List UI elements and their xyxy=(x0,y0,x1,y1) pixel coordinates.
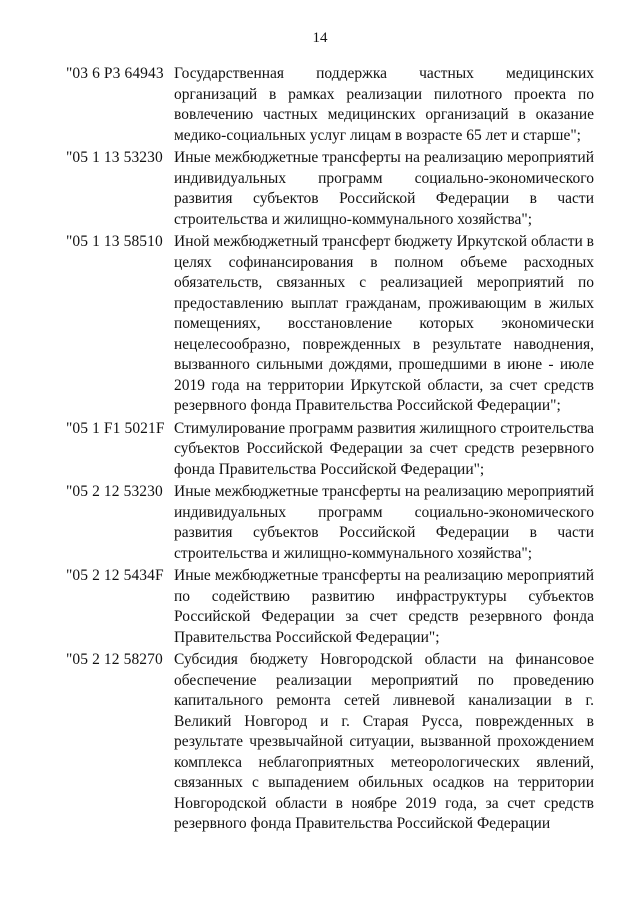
budget-code-description: Субсидия бюджету Новгородской области на финансовое обеспечение реализации мероприятий по проведению капитального ремонта сетей ливневой канализации в г. Великий Новгород и г. Старая Русса, поврежденных в результате чрезвычайной ситуации, вызванной прохождением комплекса неблагоприятных метеорологических явлений, связанных с выпадением обильных осадков на территории Новгородской области в ноябре 2019 года, за счет средств резервного фонда Правительства Российской Федерации xyxy=(174,651,594,832)
budget-code: "05 2 12 5434F xyxy=(66,567,164,584)
list-item xyxy=(66,148,594,230)
budget-code: "05 1 F1 5021F xyxy=(66,419,165,437)
list-item xyxy=(66,650,594,835)
list-item xyxy=(66,419,594,481)
budget-code-list xyxy=(66,64,594,837)
budget-code: "05 1 13 53230 xyxy=(66,149,163,166)
budget-code: "05 2 12 58270 xyxy=(66,651,163,668)
budget-code-description: Иные межбюджетные трансферты на реализацию мероприятий индивидуальных программ социально-экономического развития субъектов Российской Федерации в части строительства и жилищно-коммунального хозяйства"; xyxy=(174,483,594,562)
budget-code-description: Стимулирование программ развития жилищного строительства субъектов Российской Федерации за счет средств резервного фонда Правительства Российской Федерации"; xyxy=(174,419,595,478)
budget-code-description: Иные межбюджетные трансферты на реализацию мероприятий по содействию развитию инфраструктуры субъектов Российской Федерации за счет средств резервного фонда Правительства Российской Федерации"; xyxy=(174,567,594,646)
budget-code-description: Иные межбюджетные трансферты на реализацию мероприятий индивидуальных программ социально-экономического развития субъектов Российской Федерации в части строительства и жилищно-коммунального хозяйства"; xyxy=(174,149,594,228)
budget-code: "05 1 13 58510 xyxy=(66,233,163,250)
page-number: 14 xyxy=(312,30,328,46)
budget-code-description: Иной межбюджетный трансферт бюджету Иркутской области в целях софинансирования в полном объеме расходных обязательств, связанных с реализацией мероприятий по предоставлению выплат гражданам, проживающим в жилых помещениях, восстановление которых экономически нецелесообразно, поврежденных в результате наводнения, вызванного сильными дождями, прошедшими в июне - июле 2019 года на территории Иркутской области, за счет средств резервного фонда Правительства Российской Федерации"; xyxy=(174,233,594,414)
list-item xyxy=(66,566,594,648)
list-item xyxy=(66,64,594,146)
budget-code-description: Государственная поддержка частных медицинских организаций в рамках реализации пилотного проекта по вовлечению частных медицинских организаций в оказание медико-социальных услуг лицам в возрасте 65 лет и старше"; xyxy=(174,65,594,144)
budget-code: "05 2 12 53230 xyxy=(66,483,163,500)
list-item xyxy=(66,232,594,417)
budget-code: "03 6 P3 64943 xyxy=(66,65,164,82)
list-item xyxy=(66,482,594,564)
